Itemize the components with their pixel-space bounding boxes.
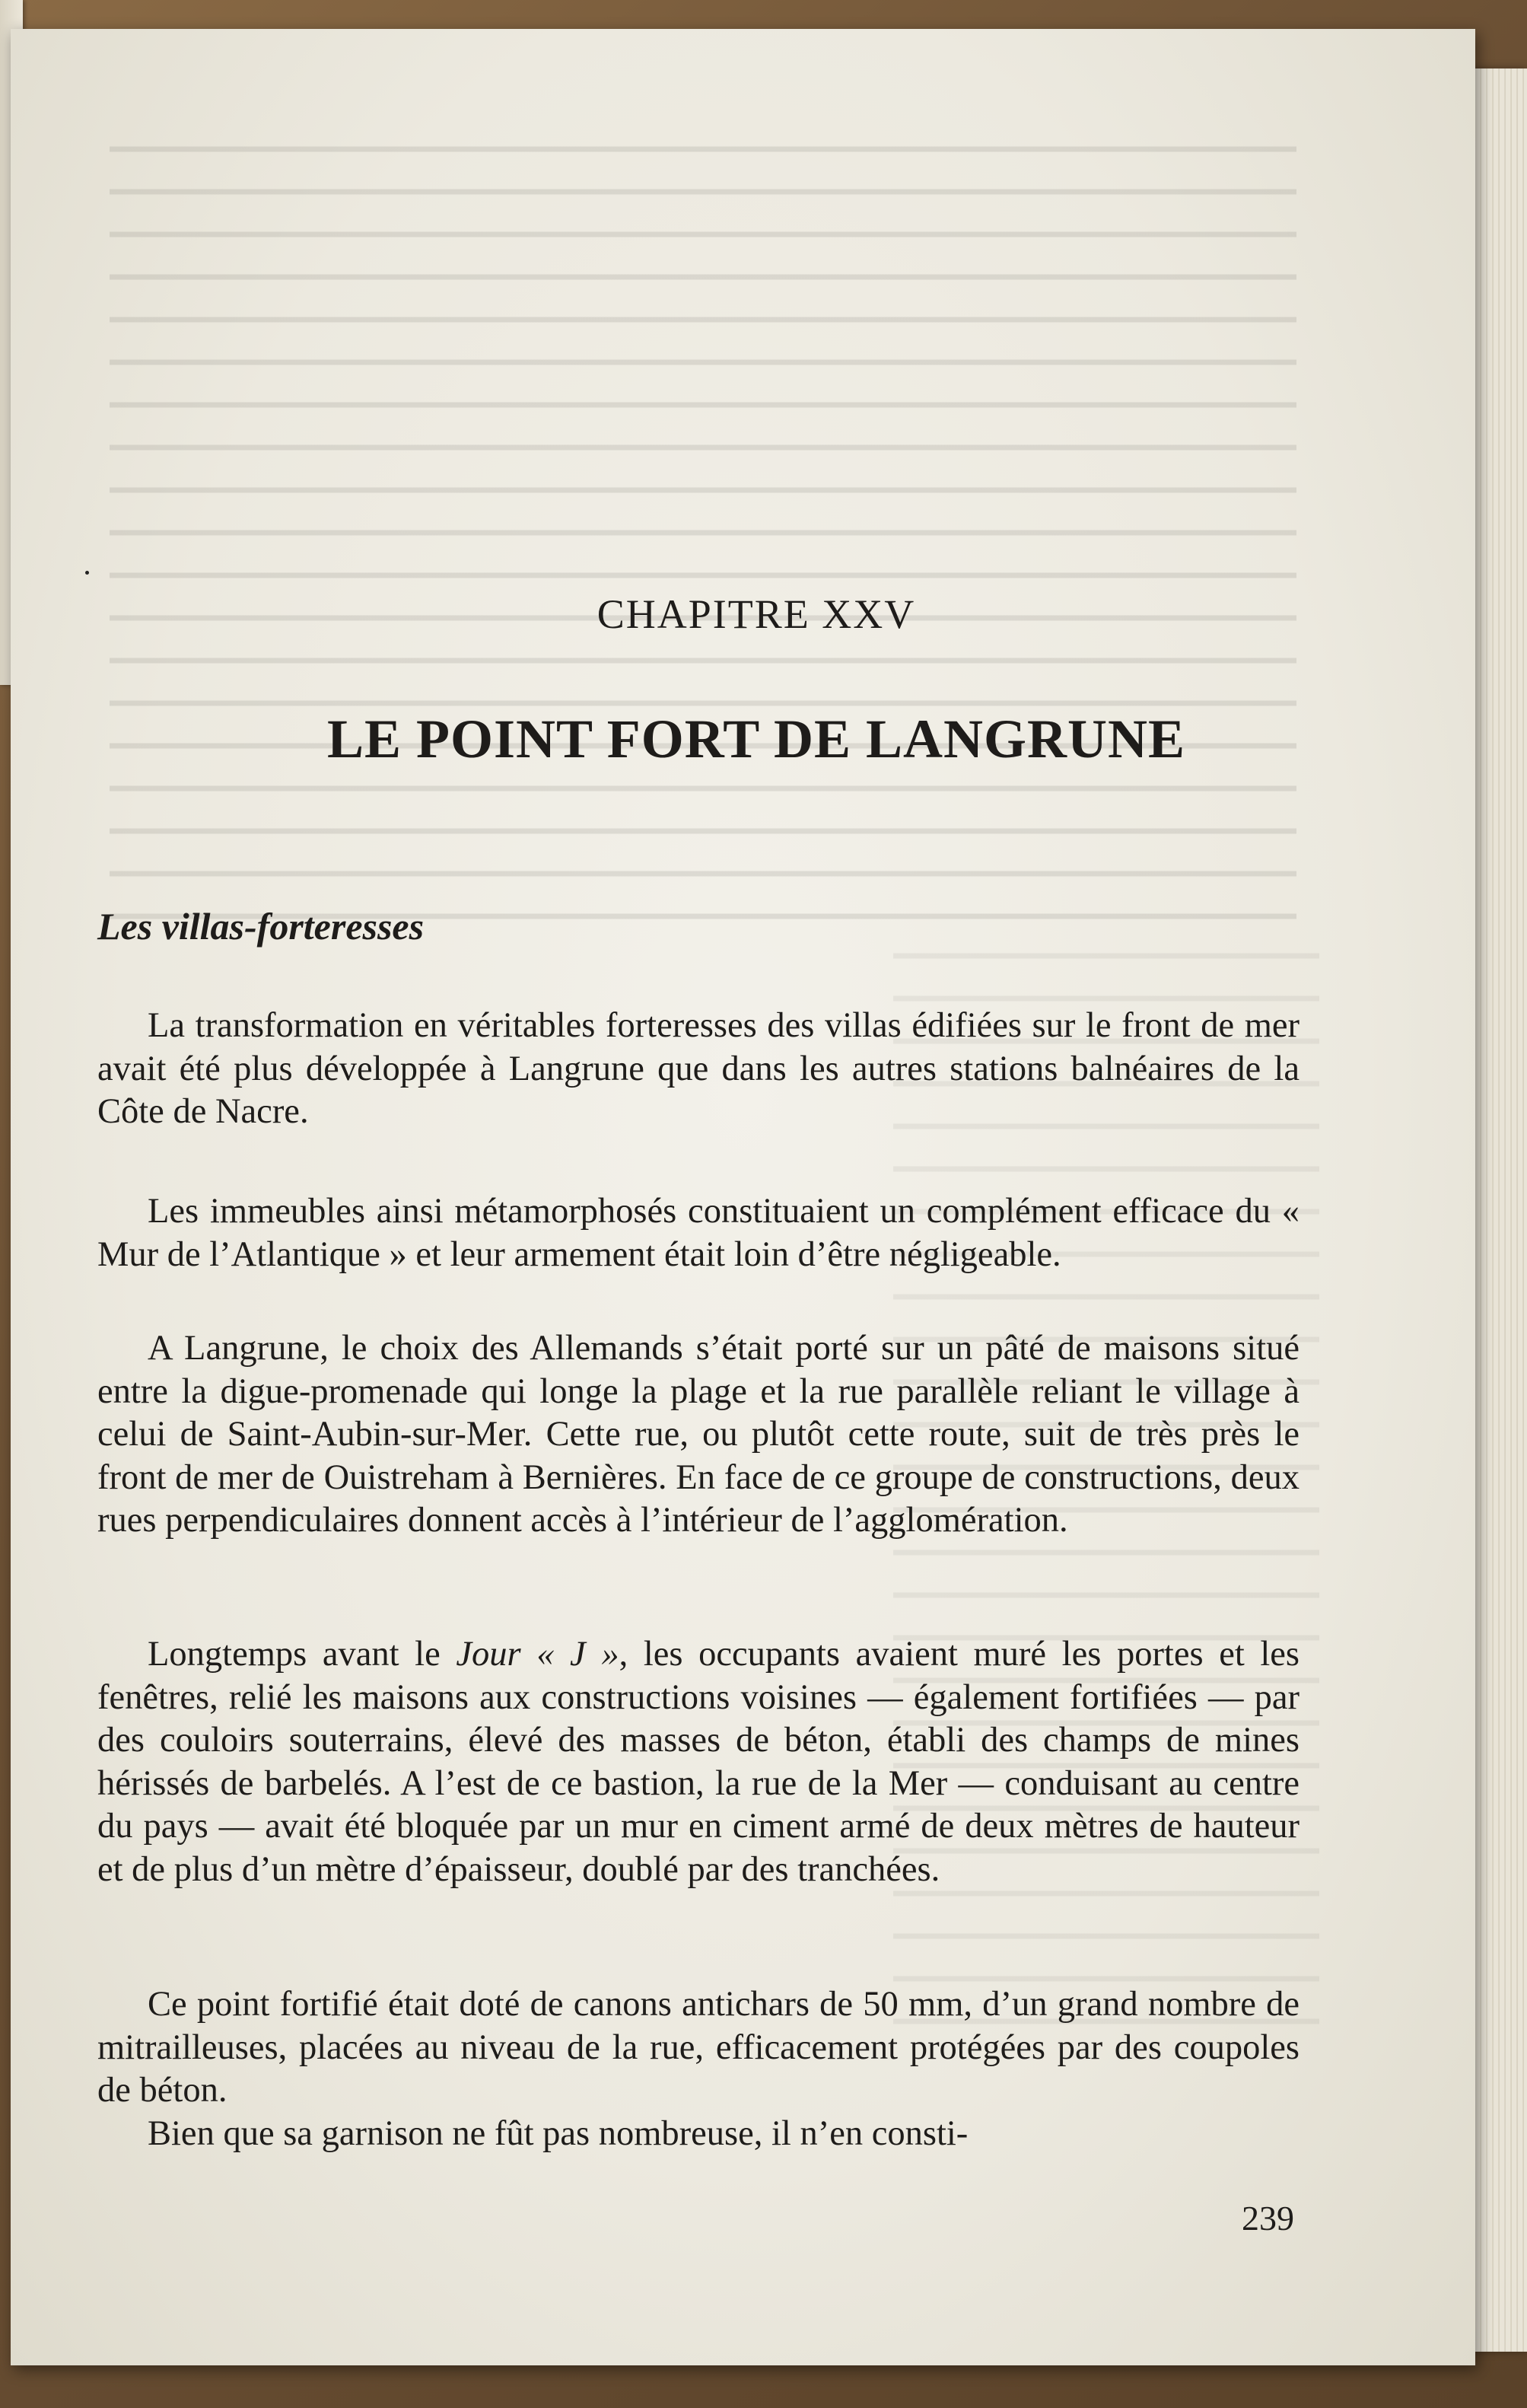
paragraph-4-rest: , les occupants avaient muré les portes et les fenêtres, relié les maisons aux constructions voisines — également fortifiées — par des couloirs souterrains, élevé des masses de béton, établi des champs de mines hérissés de barbelés. A l’est de ce bastion, la rue de la Mer — conduisant au centre du pays — avait été bloquée par un mur en ciment armé de deux mètres de hauteur et de plus d’un mètre d’épaisseur, doublé par des tranchées. [97, 1635, 1300, 1889]
paragraph-4-start: Longtemps avant le [148, 1635, 457, 1674]
paragraph-5: Ce point fortifié était doté de canons antichars de 50 mm, d’un grand nombre de mitrailleuses, placées au niveau de la rue, efficacement protégées par des coupoles de béton. [97, 1985, 1300, 2110]
paragraph-1: La transformation en véritables forteresses des villas édifiées sur le front de mer avait été plus développée à Langrune que dans les autres stations balnéaires de la Côte de Nacre. [97, 1006, 1300, 1131]
page-number: 239 [1242, 2199, 1294, 2238]
verso-show-through [110, 120, 1296, 919]
paragraph-6: Bien que sa garnison ne fût pas nombreuse, il n’en consti- [148, 2114, 969, 2153]
jour-j-emphasis: Jour « J » [456, 1635, 619, 1674]
ink-speck [85, 571, 89, 575]
paragraph-4 [97, 1633, 1300, 1891]
chapter-title: LE POINT FORT DE LANGRUNE [327, 709, 1185, 769]
book-page [11, 29, 1475, 2365]
chapter-label: CHAPITRE XXV [596, 591, 916, 637]
paragraph-2: Les immeubles ainsi métamorphosés constituaient un complément efficace du « Mur de l’Atlantique » et leur armement était loin d’être négligeable. [97, 1192, 1300, 1274]
section-heading: Les villas-forteresses [97, 905, 425, 948]
paragraph-3: A Langrune, le choix des Allemands s’était porté sur un pâté de maisons situé entre la digue-promenade qui longe la plage et la rue parallèle reliant le village à celui de Saint-Aubin-sur-Mer. Cette rue, ou plutôt cette route, suit de très près le front de mer de Ouistreham à Bernières. En face de ce groupe de constructions, deux rues perpendiculaires donnent accès à l’intérieur de l’agglomération. [97, 1329, 1300, 1540]
